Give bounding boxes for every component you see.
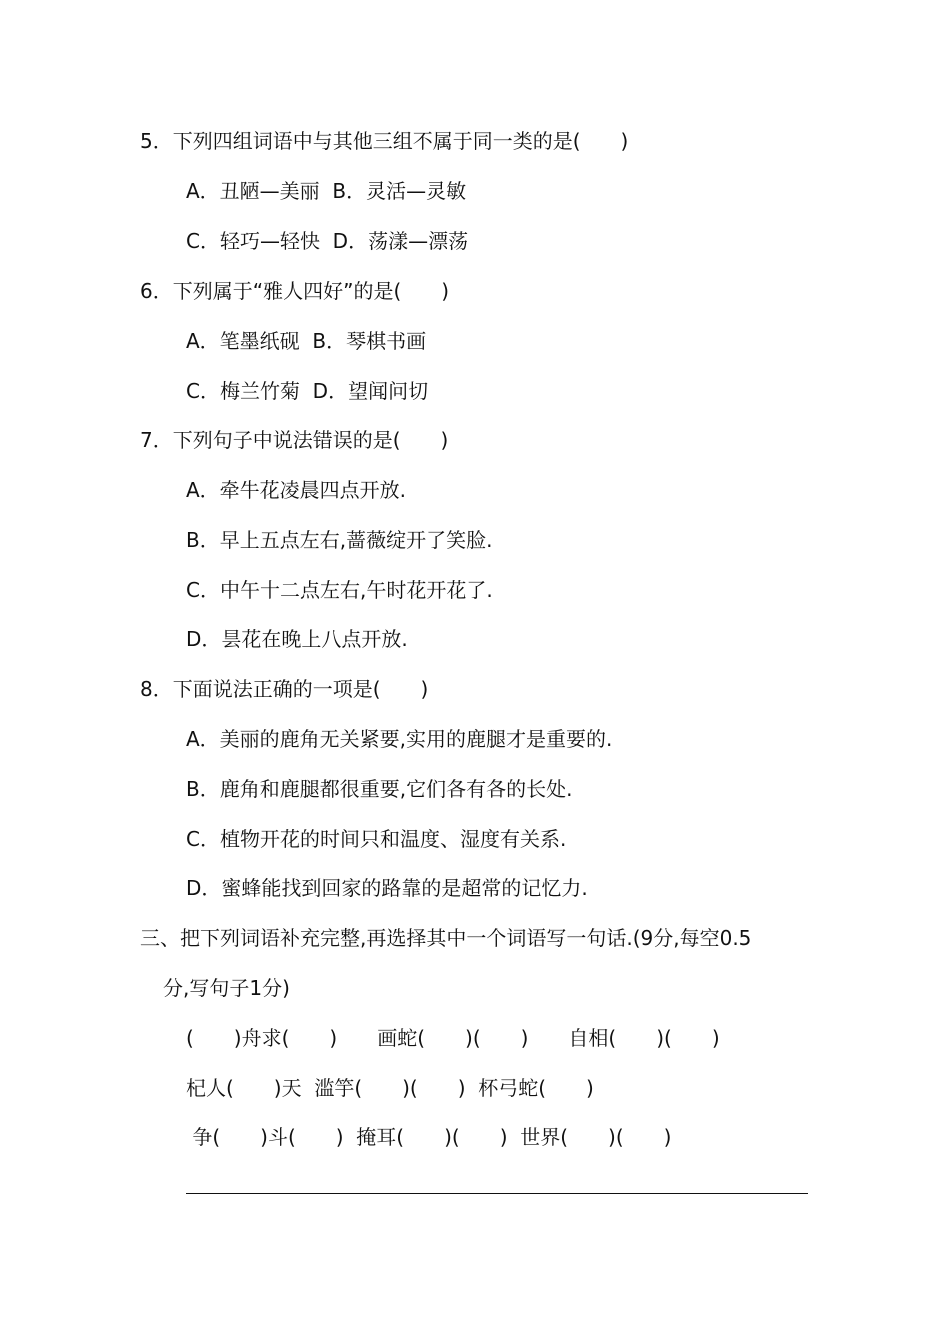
question-8-option-d: D．蜜蜂能找到回家的路靠的是超常的记忆力. (186, 876, 588, 900)
section-3-title: 三、把下列词语补充完整,再选择其中一个词语写一句话.(9分,每空0.5 (140, 926, 752, 950)
section-3-title-continued: 分,写句子1分) (163, 976, 290, 1000)
question-7-option-d: D．昙花在晚上八点开放. (186, 627, 408, 651)
idiom-fill-row-2: 杞人( )天 滥竽( )( ) 杯弓蛇( ) (186, 1076, 594, 1100)
question-7-stem: 7．下列句子中说法错误的是( ) (140, 428, 449, 452)
question-6-options-row-2: C．梅兰竹菊 D．望闻问切 (186, 379, 429, 403)
question-8-option-a: A．美丽的鹿角无关紧要,实用的鹿腿才是重要的. (186, 727, 613, 751)
idiom-fill-row-1: ( )舟求( ) 画蛇( )( ) 自相( )( ) (186, 1026, 720, 1050)
question-5-options-row-2: C．轻巧—轻快 D．荡漾—漂荡 (186, 229, 469, 253)
question-8-option-c: C．植物开花的时间只和温度、湿度有关系. (186, 827, 567, 851)
question-5-stem: 5．下列四组词语中与其他三组不属于同一类的是( ) (140, 129, 629, 153)
question-7-option-a: A．牵牛花凌晨四点开放. (186, 478, 407, 502)
sentence-answer-line[interactable] (186, 1193, 808, 1194)
question-8-option-b: B．鹿角和鹿腿都很重要,它们各有各的长处. (186, 777, 573, 801)
question-7-option-c: C．中午十二点左右,午时花开花了. (186, 578, 493, 602)
idiom-fill-row-3: 争( )斗( ) 掩耳( )( ) 世界( )( ) (186, 1125, 672, 1149)
question-5-options-row-1: A．丑陋—美丽 B．灵活—灵敏 (186, 179, 467, 203)
question-6-options-row-1: A．笔墨纸砚 B．琴棋书画 (186, 329, 427, 353)
question-8-stem: 8．下面说法正确的一项是( ) (140, 677, 429, 701)
question-7-option-b: B．早上五点左右,蔷薇绽开了笑脸. (186, 528, 493, 552)
question-6-stem: 6．下列属于“雅人四好”的是( ) (140, 279, 450, 303)
